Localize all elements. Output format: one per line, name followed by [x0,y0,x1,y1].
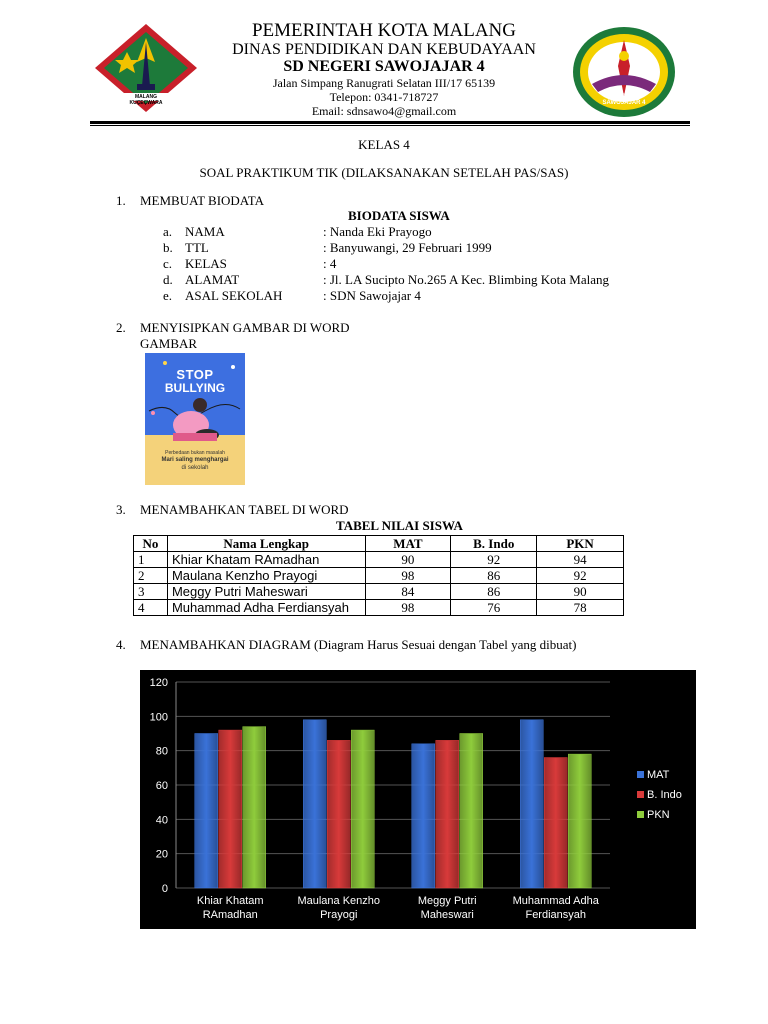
table-cell: 90 [537,584,624,600]
kelas-label: KELAS 4 [358,137,410,152]
chart-bar [412,744,435,888]
chart-ytick-label: 40 [155,814,168,827]
poster-bullying: BULLYING [164,381,226,395]
table-heading: TABEL NILAI SISWA [336,518,463,533]
left-logo-text: MALANG KUÇEÇWARA [129,94,163,106]
table-cell: 2 [134,568,168,584]
biodata-label: TTL [185,240,209,255]
chart-bar [351,730,374,888]
chart-xtick-label: Muhammad Adha [512,895,599,907]
chart-legend-swatch [637,791,644,798]
biodata-label: NAMA [185,224,225,239]
table-cell: 92 [451,552,537,568]
poster-caption3: di sekolah [181,465,209,471]
chart-bar [219,730,242,888]
table-row [134,584,624,600]
chart-ytick-label: 60 [155,780,168,792]
chart-ytick-label: 20 [155,848,168,861]
section3-number: 3. [116,502,126,517]
section4-title: MENAMBAHKAN DIAGRAM (Diagram Harus Sesuai dengan Tabel yang dibuat) [140,637,577,652]
table-header-cell: B. Indo [451,536,537,552]
section4-number: 4. [116,637,126,652]
section1-title: MEMBUAT BIODATA [140,193,265,208]
biodata-value: : 4 [323,256,337,271]
table-cell: 86 [451,568,537,584]
table-row [134,568,624,584]
chart-xtick-label: Meggy Putri [417,895,477,907]
chart-legend-label: MAT [647,769,670,781]
nilai-bar-chart [140,670,696,929]
chart-legend-label: PKN [647,809,670,821]
gambar-label: GAMBAR [140,336,198,351]
chart-legend-swatch [637,811,644,818]
soal-title: SOAL PRAKTIKUM TIK (DILAKSANAKAN SETELAH PAS/SAS) [199,165,569,180]
table-cell: 1 [134,552,168,568]
chart-legend-swatch [637,771,644,778]
chart-bar [303,720,326,888]
chart-xtick-label: Khiar Khatam [196,895,264,907]
biodata-value: : SDN Sawojajar 4 [323,288,421,303]
chart-xtick-label: RAmadhan [202,909,258,921]
table-header-cell: MAT [365,536,451,552]
table-cell: 94 [537,552,624,568]
table-header-cell: Nama Lengkap [167,536,365,552]
table-cell-name: Khiar Khatam RAmadhan [167,552,365,568]
chart-bar [520,720,543,888]
table-cell: 3 [134,584,168,600]
biodata-label: KELAS [185,256,227,271]
biodata-letter: e. [163,288,173,303]
chart-legend-label: B. Indo [647,789,682,801]
school-address: Jalan Simpang Ranugrati Selatan III/17 65139 [272,76,496,90]
poster-caption1: Perbedaan bukan masalah [165,450,225,456]
biodata-letter: d. [163,272,173,287]
biodata-label: ASAL SEKOLAH [185,288,283,303]
chart-bar [460,734,483,889]
school-phone: Telepon: 0341-718727 [329,90,439,104]
table-cell-name: Meggy Putri Maheswari [167,584,365,600]
biodata-label: ALAMAT [185,272,240,287]
chart-ytick-label: 120 [149,677,168,689]
chart-xtick-label: Ferdiansyah [525,909,587,921]
poster-caption2: Mari saling menghargai [161,457,229,463]
biodata-letter: c. [163,256,173,271]
chart-bar [436,740,459,888]
table-cell: 4 [134,600,168,616]
table-cell: 86 [451,584,537,600]
table-row [134,552,624,568]
table-header-row [134,536,624,552]
section2-number: 2. [116,320,126,335]
section3-title: MENAMBAHKAN TABEL DI WORD [140,502,349,517]
table-row [134,600,624,616]
chart-bar [544,758,567,888]
chart-ytick-label: 80 [155,745,168,758]
table-cell: 98 [365,568,451,584]
table-cell-name: Maulana Kenzho Prayogi [167,568,365,584]
chart-xtick-label: Maulana Kenzho [297,895,381,907]
table-cell-name: Muhammad Adha Ferdiansyah [167,600,365,616]
biodata-letter: b. [163,240,173,255]
table-cell: 76 [451,600,537,616]
school-email: Email: sdnsawo4@gmail.com [311,104,457,118]
header-line1: PEMERINTAH KOTA MALANG [251,20,516,41]
nilai-table [133,535,624,616]
chart-bar [195,734,218,889]
stop-bullying-poster [145,353,245,485]
poster-stop: STOP [176,367,214,382]
chart-xtick-label: Maheswari [420,909,474,921]
section2-title: MENYISIPKAN GAMBAR DI WORD [140,320,350,335]
section1-number: 1. [116,193,126,208]
chart-xtick-label: Prayogi [320,909,358,921]
chart-bar [243,727,266,888]
table-cell: 84 [365,584,451,600]
chart-ytick-label: 0 [161,883,168,895]
table-cell: 98 [365,600,451,616]
table-cell: 90 [365,552,451,568]
biodata-value: : Banyuwangi, 29 Februari 1999 [323,240,492,255]
header-line2: DINAS PENDIDIKAN DAN KEBUDAYAAN [232,41,536,58]
right-logo-text: SDN SAWOJAJAR 4 [602,94,646,106]
table-header-cell: No [134,536,168,552]
biodata-heading: BIODATA SISWA [348,208,450,223]
chart-bar [327,740,350,888]
table-header-cell: PKN [537,536,624,552]
header-divider [90,121,690,126]
table-cell: 78 [537,600,624,616]
biodata-value: : Nanda Eki Prayogo [323,224,432,239]
table-cell: 92 [537,568,624,584]
school-name: SD NEGERI SAWOJAJAR 4 [283,58,485,75]
chart-bar [568,754,591,888]
chart-ytick-label: 100 [149,711,168,724]
biodata-value: : Jl. LA Sucipto No.265 A Kec. Blimbing Kota Malang [323,272,609,287]
biodata-letter: a. [163,224,173,239]
